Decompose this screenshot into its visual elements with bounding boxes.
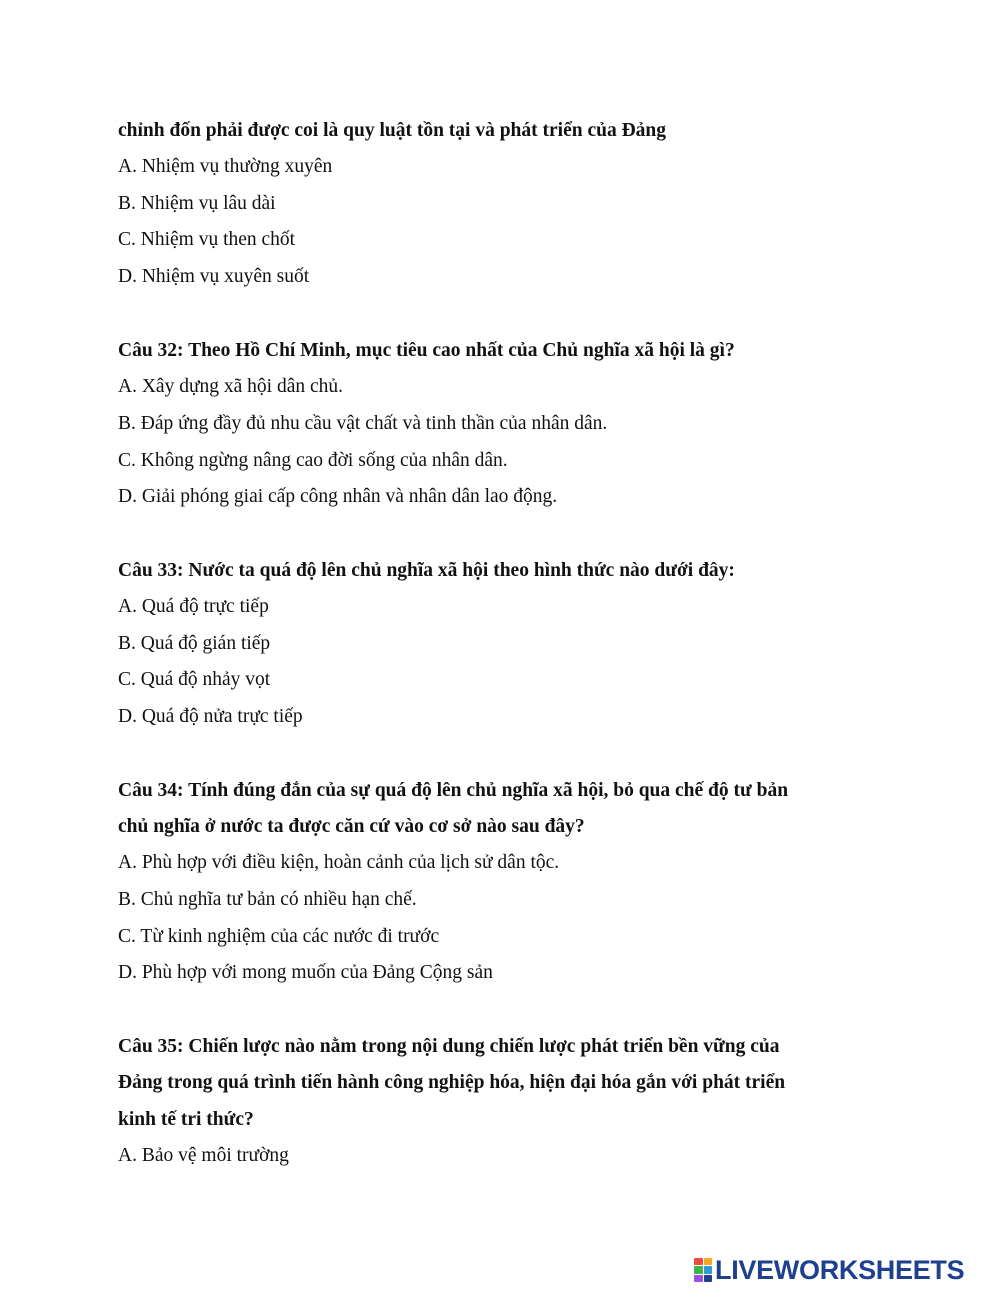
liveworksheets-mark-icon xyxy=(694,1258,712,1282)
q34-option-a: A. Phù hợp với điều kiện, hoàn cảnh của lịch sử dân tộc. xyxy=(118,852,560,873)
question-31-continuation: chỉnh đốn phải được coi là quy luật tồn tại và phát triển của Đảng xyxy=(118,120,667,141)
q33-option-d: D. Quá độ nửa trực tiếp xyxy=(118,706,303,727)
q31-option-b: B. Nhiệm vụ lâu dài xyxy=(118,193,276,214)
liveworksheets-logo xyxy=(694,1255,964,1285)
question-35-line-2: Đảng trong quá trình tiến hành công nghiệp hóa, hiện đại hóa gắn với phát triển xyxy=(118,1072,786,1093)
q34-option-b: B. Chủ nghĩa tư bản có nhiều hạn chế. xyxy=(118,889,417,910)
mark-block xyxy=(704,1266,713,1273)
q31-option-a: A. Nhiệm vụ thường xuyên xyxy=(118,156,333,177)
q33-option-b: B. Quá độ gián tiếp xyxy=(118,633,271,654)
question-32: Câu 32: Theo Hồ Chí Minh, mục tiêu cao nhất của Chủ nghĩa xã hội là gì? xyxy=(118,340,735,361)
question-35-line-3: kinh tế tri thức? xyxy=(118,1109,254,1130)
logo-text: LIVEWORKSHEETS xyxy=(715,1255,965,1285)
question-34-line-2: chủ nghĩa ở nước ta được căn cứ vào cơ sở nào sau đây? xyxy=(118,816,585,837)
q33-option-c: C. Quá độ nhảy vọt xyxy=(118,669,271,690)
mark-block xyxy=(694,1258,703,1265)
mark-block xyxy=(694,1275,703,1282)
q34-option-c: C. Từ kinh nghiệm của các nước đi trước xyxy=(118,926,440,947)
q31-option-d: D. Nhiệm vụ xuyên suốt xyxy=(118,266,310,287)
q32-option-a: A. Xây dựng xã hội dân chủ. xyxy=(118,376,344,397)
mark-block xyxy=(694,1266,703,1273)
question-33: Câu 33: Nước ta quá độ lên chủ nghĩa xã hội theo hình thức nào dưới đây: xyxy=(118,560,735,581)
q35-option-a: A. Bảo vệ môi trường xyxy=(118,1145,289,1166)
q32-option-d: D. Giải phóng giai cấp công nhân và nhân dân lao động. xyxy=(118,486,558,507)
q34-option-d: D. Phù hợp với mong muốn của Đảng Cộng sản xyxy=(118,962,493,983)
mark-block xyxy=(704,1275,713,1282)
q32-option-c: C. Không ngừng nâng cao đời sống của nhân dân. xyxy=(118,450,508,471)
mark-block xyxy=(704,1258,713,1265)
q31-option-c: C. Nhiệm vụ then chốt xyxy=(118,229,296,250)
q33-option-a: A. Quá độ trực tiếp xyxy=(118,596,269,617)
q32-option-b: B. Đáp ứng đầy đủ nhu cầu vật chất và tinh thần của nhân dân. xyxy=(118,413,608,434)
question-35-line-1: Câu 35: Chiến lược nào nằm trong nội dung chiến lược phát triển bền vững của xyxy=(118,1036,780,1057)
question-34-line-1: Câu 34: Tính đúng đắn của sự quá độ lên chủ nghĩa xã hội, bỏ qua chế độ tư bản xyxy=(118,780,789,801)
